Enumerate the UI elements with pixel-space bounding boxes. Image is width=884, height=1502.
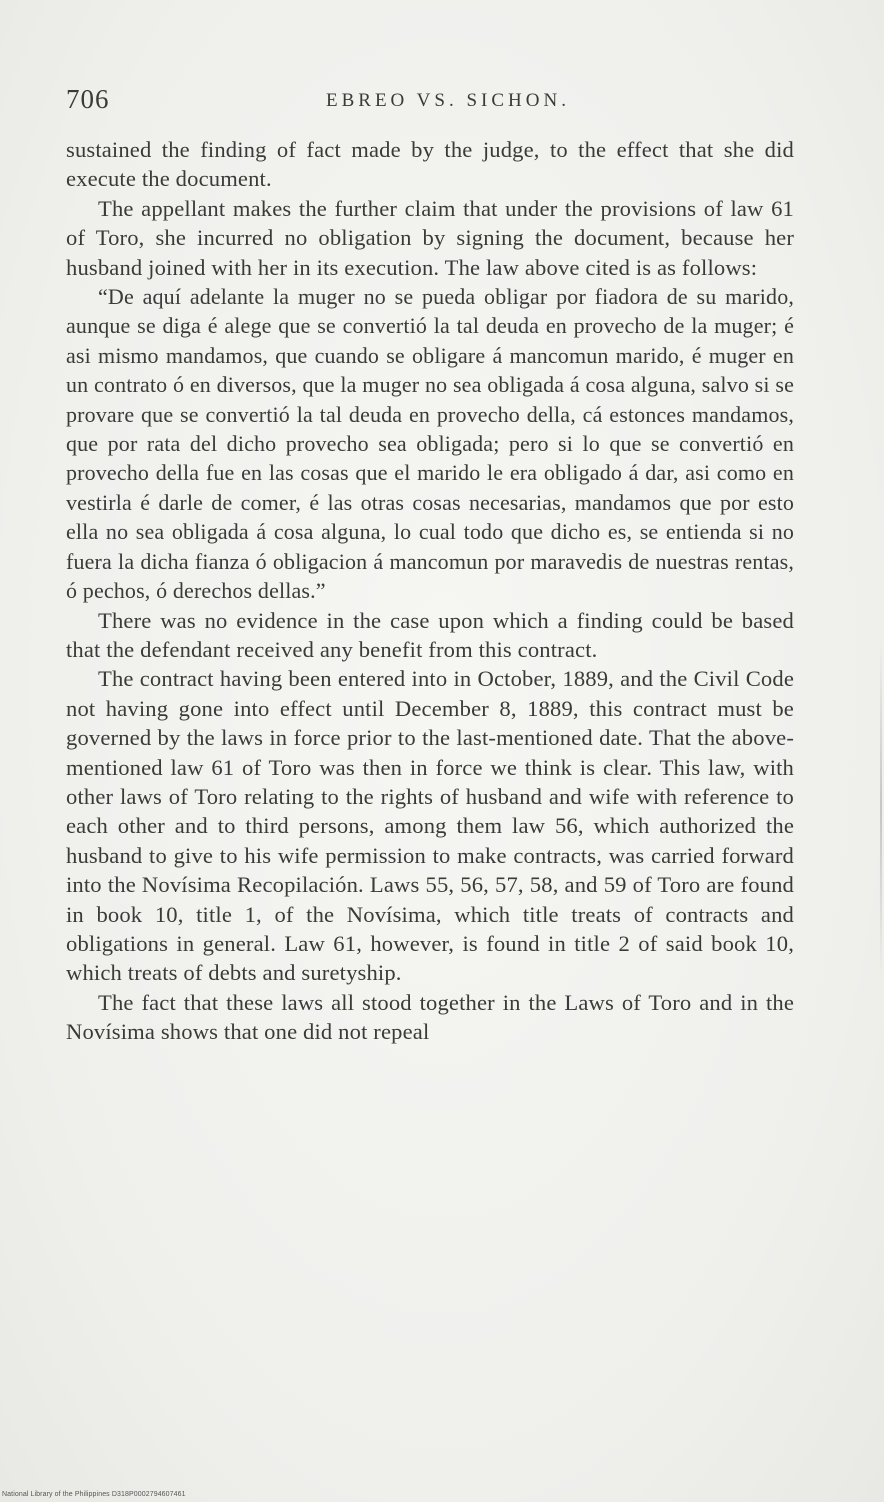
page-number: 706	[66, 84, 110, 114]
paragraph-contract-date: The contract having been entered into in October, 1889, and the Civil Code not having gone into effect until December 8, 1889, this contract must be governed by the laws in force prior to the last-mentioned date. That the above-mentioned law 61 of Toro was then in force we think is clear. This law, with other laws of Toro relating to the rights of husband and wife with reference to each other and to third persons, among them law 56, which authorized the husband to give to his wife permission to make contracts, was carried forward into the Novísima Recopilación. Laws 55, 56, 57, 58, and 59 of Toro are found in book 10, title 1, of the Novísima, which title treats of contracts and obligations in general. Law 61, however, is found in title 2 of said book 10, which treats of debts and suretyship.	[66, 666, 794, 986]
page-header	[66, 84, 806, 118]
paragraph-law-quotation: “De aquí adelante la muger no se pueda obligar por fiadora de su marido, aunque se diga é alege que se convertió la tal deuda en provecho de la muger; é asi mismo mandamos, que cuando se obligare á mancomun marido, é muger en un contrato ó en diversos, que la muger no sea obligada á cosa alguna, salvo si se provare que se convertió la tal deuda en provecho della, cá estonces mandamos, que por rata del dicho provecho sea obligada; pero si lo que se convertió en provecho della fue en las cosas que el marido le era obligado á dar, asi como en vestirla é darle de comer, é las otras cosas necesarias, mandamos que por esto ella no sea obligada á cosa alguna, lo cual todo que dicho es, se entienda si no fuera la dicha fianza ó obligacion á mancomun por maravedis de nuestras rentas, ó pechos, ó derechos dellas.”	[66, 284, 794, 604]
body-text	[66, 135, 794, 1047]
page-edge-shadow	[880, 640, 882, 980]
scan-footer: National Library of the Philippines D318P0002794607461	[2, 1491, 186, 1498]
paragraph-continuation: sustained the finding of fact made by the judge, to the effect that she did execute the document.	[66, 137, 794, 192]
paragraph-no-evidence: There was no evidence in the case upon which a finding could be based that the defendant received any benefit from this contract.	[66, 607, 794, 662]
paragraph-laws-together: The fact that these laws all stood together in the Laws of Toro and in the Novísima shows that one did not repeal	[66, 989, 794, 1045]
paragraph-appellant-claim: The appellant makes the further claim that under the provisions of law 61 of Toro, she incurred no obligation by signing the document, because her husband joined with her in its execution. The law above cited is as follows:	[66, 195, 794, 280]
running-head: EBREO VS. SICHON.	[326, 90, 570, 111]
